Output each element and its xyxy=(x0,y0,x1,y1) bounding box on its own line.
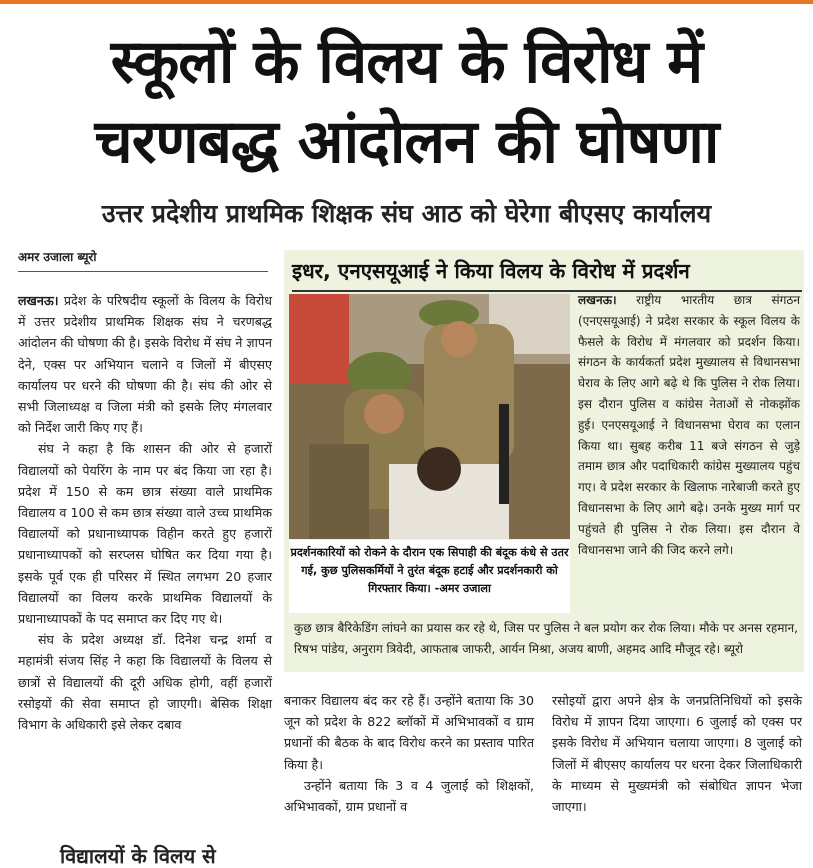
dateline: लखनऊ। xyxy=(18,293,59,308)
next-article-cut-headline: विद्यालयों के विलय से xyxy=(60,844,216,868)
box-bottom-text xyxy=(294,618,798,660)
paragraph: कुछ छात्र बैरिकेडिंग लांघने का प्रयास कर रहे थे, जिस पर पुलिस ने बल प्रयोग कर रोक लिया। मौके पर अनस रहमान, रिषभ पांडेय, अनुराग त्रिवेदी, आफताब जाफरी, आर्यन मिश्रा, अजय बाणी, अहमद आदि मौजूद रहे। ब्यूरो xyxy=(294,621,798,656)
paragraph: उन्होंने बताया कि 3 व 4 जुलाई को शिक्षकों, अभिभावकों, ग्राम प्रधानों व xyxy=(284,777,534,815)
headline-line-2: चरणबद्ध आंदोलन की घोषणा xyxy=(94,107,719,177)
protest-photo xyxy=(289,294,570,539)
headline xyxy=(0,22,813,182)
paragraph xyxy=(578,290,800,560)
top-accent-bar xyxy=(0,0,813,4)
paragraph: संघ के प्रदेश अध्यक्ष डॉ. दिनेश चन्द्र शर्मा व महामंत्री संजय सिंह ने कहा कि विद्यालयों के विलय से छात्रों से विद्यालयों की दूरी अधिक होगी, वहीं हजारों रसोइयों की सेवा समाप्त हो जाएगी। बेसिक शिक्षा विभाग के अधिकारी इसे लेकर दबाव xyxy=(18,632,272,733)
paragraph: बनाकर विद्यालय बंद कर रहे हैं। उन्होंने बताया कि 30 जून को प्रदेश के 822 ब्लॉकों में अभिभावकों व ग्राम प्रधानों की बैठक के बाद विरोध करने का प्रस्ताव पारित किया है। xyxy=(284,693,534,772)
photo-caption: प्रदर्शनकारियों को रोकने के दौरान एक सिपाही की बंदूक कंधे से उतर गई, कुछ पुलिसकर्मियों ने तुरंत बंदूक हटाई और प्रदर्शनकारी को गिरफ्तार किया। -अमर उजाला xyxy=(289,540,570,613)
byline: अमर उजाला ब्यूरो xyxy=(18,248,268,272)
box-side-text xyxy=(578,290,800,560)
article-column-3 xyxy=(552,690,802,817)
paragraph-text: राष्ट्रीय भारतीय छात्र संगठन (एनएसयूआई) ने प्रदेश सरकार के स्कूल विलय के फैसले के विरोध में मंगलवार को प्रदर्शन किया। संगठन के कार्यकर्ता प्रदेश मुख्यालय से विधानसभा घेराव के लिए आगे बढ़े थे कि पुलिस ने रोक लिया। इस दौरान पुलिस व कांग्रेस नेताओं से नोकझोंक हुई। एनएसयूआई ने विधानसभा घेराव का एलान किया था। सुबह करीब 11 बजे संगठन से जुड़े तमाम छात्र और पदाधिकारी कांग्रेस मुख्यालय पहुंच गए। वे प्रदेश सरकार के खिलाफ नारेबाजी करते हुए विधानसभा के लिए आगे बढ़े। उनके मुख्य मार्ग पर पहुंचते ही पुलिस ने रोक लिया। इस दौरान वे विधानसभा जाने की जिद करने लगे। xyxy=(578,293,800,557)
paragraph xyxy=(18,290,272,438)
paragraph-text: प्रदेश के परिषदीय स्कूलों के विलय के विरोध में उत्तर प्रदेशीय प्राथमिक शिक्षक संघ ने चरणबद्ध आंदोलन की घोषणा की है। इसके विरोध में संघ ने ज्ञापन देने, एक्स पर अभियान चलाने व जिलों में बीएसए कार्यालय पर धरने की घोषणा की है। संघ की ओर से सभी जिलाध्यक्ष व जिला मंत्री को इसके लिए मंगलवार को निर्देश जारी किए गए हैं। xyxy=(18,293,272,436)
dateline: लखनऊ। xyxy=(578,293,617,307)
box-heading: इधर, एनएसयूआई ने किया विलय के विरोध में प्रदर्शन xyxy=(292,256,802,292)
paragraph: संघ ने कहा है कि शासन की ओर से हजारों विद्यालयों को पेयरिंग के नाम पर बंद किया जा रहा है। प्रदेश में 150 से कम छात्र संख्या वाले प्राथमिक विद्यालय व 100 से कम छात्र संख्या वाले उच्च प्राथमिक विद्यालयों को प्रधानाध्यापक विहीन करते हुए हजारों प्रधानाध्यापकों को सरप्लस घोषित कर दिया गया है। इसके पूर्व एक ही परिसर में स्थित लगभग 20 हजार विद्यालयों का विलय करके प्राथमिक विद्यालयों के प्रधानाध्यापकों के पद समाप्त कर दिए गए थे। xyxy=(18,441,272,627)
headline-line-1: स्कूलों के विलय के विरोध में xyxy=(110,27,703,97)
article-column-1 xyxy=(18,290,272,735)
subheadline: उत्तर प्रदेशीय प्राथमिक शिक्षक संघ आठ को घेरेगा बीएसए कार्यालय xyxy=(101,199,712,228)
paragraph: रसोइयों द्वारा अपने क्षेत्र के जनप्रतिनिधियों को इसके विरोध में ज्ञापन दिया जाएगा। 6 जुलाई को एक्स पर इसके विरोध में अभियान चलाया जाएगा। 8 जुलाई को जिलों में बीएसए कार्यालय पर धरना देकर जिलाधिकारी के माध्यम से मुख्यमंत्री को संबोधित ज्ञापन भेजा जाएगा। xyxy=(552,693,802,815)
article-column-2 xyxy=(284,690,534,817)
protest-photo-illustration xyxy=(289,294,570,539)
